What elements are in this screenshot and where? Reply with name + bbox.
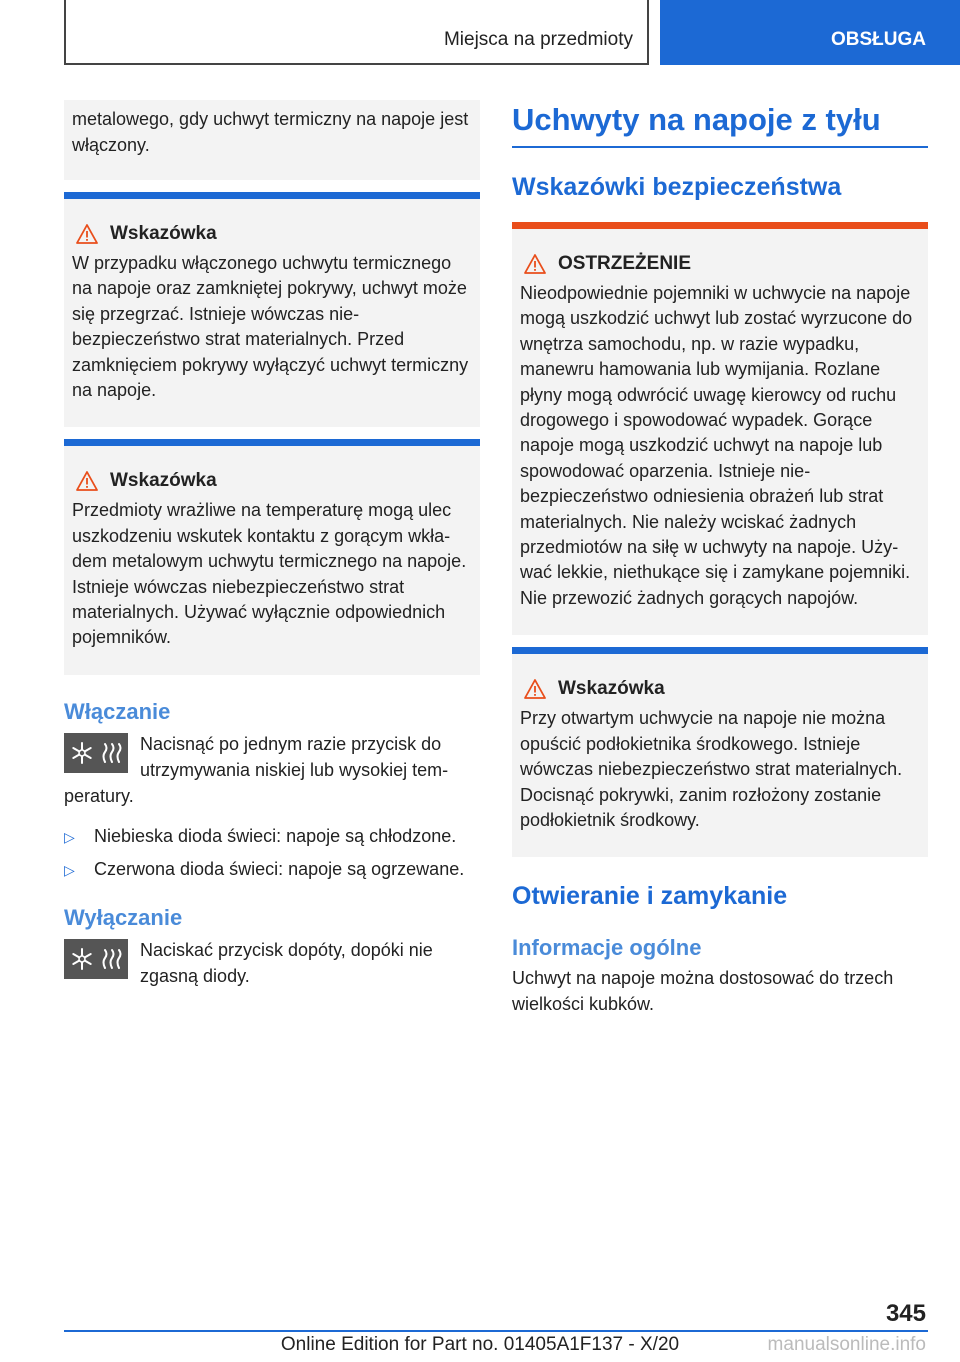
general-info-heading: Informacje ogólne [512, 935, 702, 961]
list-item-text: Czerwona dioda świeci: napoje są ogrzewane. [94, 858, 465, 879]
right-column [512, 100, 928, 1017]
page-title: Uchwyty na napoje z tyłu [512, 102, 881, 137]
list-item [64, 856, 480, 883]
warning-title: OSTRZEŻENIE [558, 253, 692, 274]
heat-waves-icon [102, 947, 122, 971]
section-text: Naciskać przycisk dopóty, dopóki nie zgasną diody. [140, 939, 433, 986]
left-column [64, 100, 480, 989]
general-info-text: Uchwyt na napoje można dostosować do trzech wielkości kubków. [512, 968, 894, 1015]
continued-note-text: metalowego, gdy uchwyt termiczny na napoje jest włączony. [72, 109, 469, 155]
section-heading: Wyłączanie [64, 904, 183, 930]
page-number: 345 [885, 1300, 926, 1327]
open-close-heading: Otwieranie i zamykanie [512, 882, 788, 911]
note-temperature-sensitive [64, 439, 480, 674]
section-switch-on [64, 697, 480, 883]
header-section-label: Miejsca na przedmioty [443, 29, 633, 50]
section-switch-off [64, 903, 480, 989]
warning-triangle-icon [72, 471, 110, 491]
warning-triangle-icon [72, 224, 110, 244]
note-armrest [512, 647, 928, 857]
safety-heading: Wskazówki bezpieczeństwa [512, 173, 842, 201]
warning-text: Nieodpowiednie pojemniki w uchwycie na napoje mogą uszkodzić uchwyt lub zostać wyrzucone do wnętrza samochodu, np. w razie wypadku, manewru hamowania lub wymijania. Rozlane płyny mogą odwrócić uwagę kierowcy od ruchu drogowego i spowodować wypadek. Gorące napoje mogą uszkodzić uchwyt na napoje lub spowodować oparzenia. Istnieje niebezpieczeństwo odniesienia obrażeń lub strat materialnych. Nie należy wciskać żadnych przedmiotów na siłę w uchwyty na napoje. Używać lekkie, niethukące się i zamykane pojemniki. Nie przewozić żadnych gorących napojów. [520, 283, 913, 608]
snowflake-icon [70, 947, 94, 971]
section-text: Nacisnąć po jednym razie przycisk do utrzymywania niskiej lub wysokiej temperatury. [64, 733, 449, 806]
cool-heat-button-icon [64, 939, 128, 979]
note-text: Przedmioty wrażliwe na temperaturę mogą ulec uszkodzeniu wskutek kontaktu z gorącym wkładem metalowym uchwytu termicznego na napoje. Istnieje wówczas niebezpieczeństwo strat materialnych. Używać wyłącznie odpowiednich pojemników. [72, 500, 467, 648]
cool-heat-button-icon [64, 733, 128, 773]
list-item-text: Niebieska dioda świeci: napoje są chłodzone. [94, 825, 457, 846]
heat-waves-icon [102, 741, 122, 765]
note-title: Wskazówka [110, 223, 217, 244]
header-chapter-tab [660, 0, 960, 65]
note-overheat [64, 192, 480, 427]
snowflake-icon [70, 741, 94, 765]
footer-divider [64, 1330, 928, 1332]
header-chapter-label: OBSŁUGA [831, 29, 926, 50]
continued-note [64, 100, 480, 180]
header-section-tab [64, 0, 649, 65]
title-divider [512, 146, 928, 148]
watermark: manualsonline.info [767, 1334, 926, 1355]
footer-edition: Online Edition for Part no. 01405A1F137 - X/20 [280, 1334, 680, 1355]
note-title: Wskazówka [558, 678, 665, 700]
note-text: Przy otwartym uchwycie na napoje nie można opuścić podłokietnika środkowego. Istnieje wówczas niebezpieczeństwo strat materialnych. Docisnąć pokrywki, zanim rozłożony zostanie podłokietnik środkowy. [520, 708, 903, 830]
section-heading: Włączanie [64, 698, 171, 724]
warning-triangle-icon [520, 254, 558, 274]
warning-box [512, 222, 928, 635]
triangle-bullet-icon: ▷ [64, 828, 75, 845]
note-text: W przypadku włączonego uchwytu termicznego na napoje oraz zamkniętej pokrywy, uchwyt może się przegrzać. Istnieje wówczas niebezpieczeństwo strat materialnych. Przed zamknięciem pokrywy wyłączyć uchwyt termiczny na napoje. [72, 253, 469, 401]
triangle-bullet-icon: ▷ [64, 861, 75, 878]
note-title: Wskazówka [110, 470, 217, 492]
list-item [64, 823, 480, 850]
warning-triangle-icon [520, 679, 558, 699]
